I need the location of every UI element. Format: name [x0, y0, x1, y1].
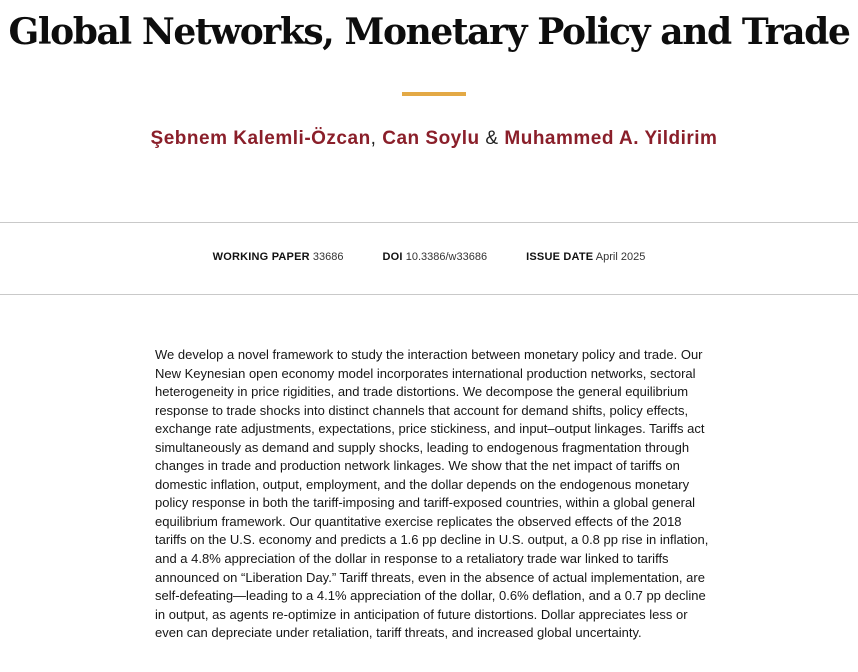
doi-value[interactable]: 10.3386/w33686 [405, 251, 488, 263]
paper-abstract: We develop a novel framework to study the interaction between monetary policy and trade. Our New Keynesian open economy model incorporates international production networks, sectoral heterogeneity in price rigidities, and trade distortions. We decompose the general equilibrium response to trade shocks into distinct channels that account for demand shifts, policy effects, exchange rate adjustments, expectations, price stickiness, and input–output linkages. Tariffs act simultaneously as demand and supply shocks, leading to endogenous fragmentation through changes in trade and production network linkages. We show that the net impact of tariffs on domestic inflation, output, employment, and the dollar depends on the endogenous monetary policy response in both the tariff-imposing and tariff-exposed countries, within a global general equilibrium framework. Our quantitative exercise replicates the observed effects of the 2018 tariffs on the U.S. economy and predicts a 1.6 pp decline in U.S. output, a 0.8 pp rise in inflation, and a 4.8% appreciation of the dollar in response to a retaliatory trade war linked to tariffs announced on “Liberation Day.” Tariff threats, even in the absence of actual implementation, are self-defeating—leading to a 4.1% appreciation of the dollar, 0.6% deflation, and a 0.7 pp decline in output, as agents re-optimize in anticipation of future distortions. Dollar appreciates less or even can depreciate under retaliation, tariff threats, and increased global uncertainty. [155, 347, 709, 641]
issue-date [526, 251, 645, 263]
title-accent-rule [402, 92, 466, 96]
paper-meta-bar [0, 251, 858, 263]
divider-bottom [0, 294, 858, 295]
issue-date-label: ISSUE DATE [526, 251, 594, 263]
author-separator-ampersand: & [485, 128, 499, 149]
divider-top [0, 222, 858, 223]
author-link-soylu[interactable]: Can Soylu [382, 128, 480, 149]
working-paper-label: WORKING PAPER [212, 251, 310, 263]
working-paper-number [213, 251, 344, 263]
paper-title: Global Networks, Monetary Policy and Trade [8, 11, 850, 53]
doi [383, 251, 488, 263]
author-link-yildirim[interactable]: Muhammed A. Yildirim [504, 128, 718, 149]
author-link-kalemli-ozcan[interactable]: Şebnem Kalemli-Özcan [150, 128, 371, 149]
working-paper-value: 33686 [312, 251, 344, 263]
author-separator: , [370, 128, 377, 149]
doi-label: DOI [382, 251, 403, 263]
issue-date-value: April 2025 [595, 251, 646, 263]
author-list [150, 126, 718, 152]
